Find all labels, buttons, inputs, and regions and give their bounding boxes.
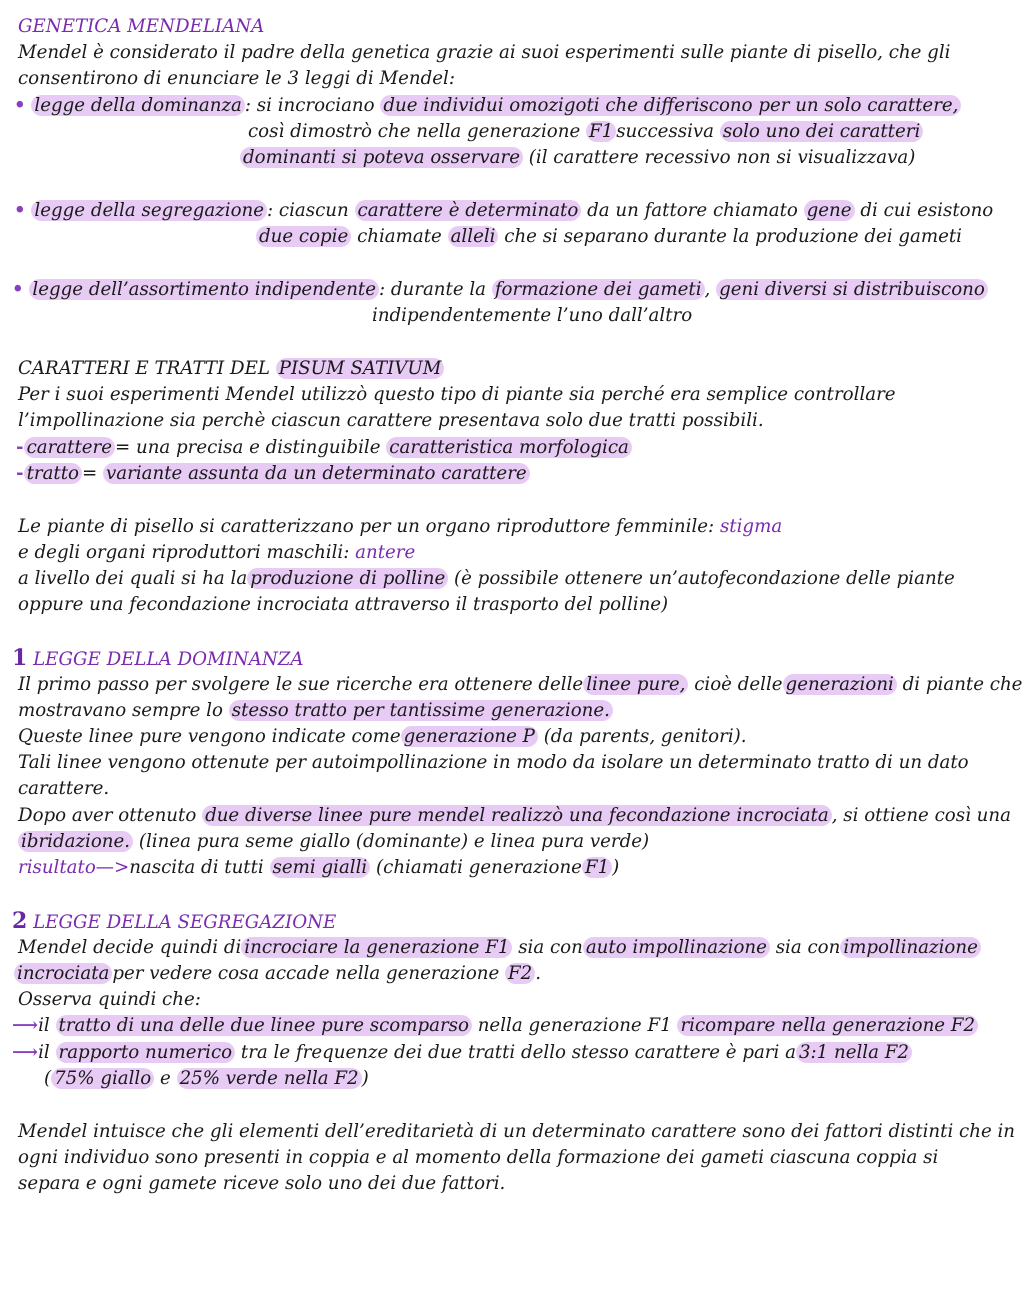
law-3-line-1: • legge dell’assortimento indipendente : durante la formazione dei gameti , geni diversi si distribuiscono bbox=[12, 277, 988, 303]
section-heading-caratteri: CARATTERI E TRATTI DEL PISUM SATIVUM bbox=[18, 356, 444, 382]
def-carattere: - carattere = una precisa e distinguibile caratteristica morfologica bbox=[16, 435, 632, 461]
para-2-line-2: l’impollinazione sia perchè ciascun carattere presentava solo due tratti possibili. bbox=[18, 410, 764, 431]
para-3-line-4: oppure una fecondazione incrociata attraverso il trasporto del polline) bbox=[18, 594, 669, 615]
dash-icon: - bbox=[16, 437, 24, 458]
intro-line-1: Mendel è considerato il padre della genetica grazie ai suoi esperimenti sulle piante di pisello, che gli bbox=[18, 42, 951, 63]
dom-line-6: Dopo aver ottenuto due diverse linee pure mendel realizzò una fecondazione incrociata , si ottiene così una bbox=[18, 805, 1011, 826]
dom-line-4: Tali linee vengono ottenute per autoimpollinazione in modo da isolare un determinato tratto di un dato bbox=[18, 752, 969, 773]
section-heading-dominanza: 1 LEGGE DELLA DOMINANZA bbox=[12, 645, 304, 671]
dom-line-3: Queste linee pure vengono indicate come generazione P (da parents, genitori). bbox=[18, 726, 747, 747]
doc-title: GENETICA MENDELIANA bbox=[18, 16, 265, 37]
seg-line-1: Mendel decide quindi di incrociare la generazione F1 sia con auto impollinazione sia con impollinazione bbox=[18, 935, 981, 961]
arrow-right-icon: ⟶ bbox=[12, 1015, 39, 1036]
law-1-line-2: così dimostrò che nella generazione F1 successiva solo uno dei caratteri bbox=[248, 119, 923, 145]
para-3-line-1: Le piante di pisello si caratterizzano per un organo riproduttore femminile: stigma bbox=[18, 516, 783, 537]
final-line-2: ogni individuo sono presenti in coppia e al momento della formazione dei gameti ciascuna coppia si bbox=[18, 1147, 939, 1168]
intro-line-2: consentirono di enunciare le 3 leggi di Mendel: bbox=[18, 68, 455, 89]
final-line-3: separa e ogni gamete riceve solo uno dei due fattori. bbox=[18, 1173, 506, 1194]
dom-line-1: Il primo passo per svolgere le sue ricerche era ottenere delle linee pure, cioè delle generazioni di piante che bbox=[18, 674, 1022, 695]
final-line-1: Mendel intuisce che gli elementi dell’ereditarietà di un determinato carattere sono dei fattori distinti che in bbox=[18, 1121, 1016, 1142]
dom-line-8: risultato—>nascita di tutti semi gialli (chiamati generazione F1 ) bbox=[18, 857, 620, 878]
bullet-icon: • bbox=[14, 95, 26, 116]
law-1-line-1: • legge della dominanza : si incrociano due individui omozigoti che differiscono per un solo carattere, bbox=[14, 93, 961, 119]
para-3-line-2: e degli organi riproduttori maschili: antere bbox=[18, 542, 416, 563]
law-2-line-1: • legge della segregazione : ciascun carattere è determinato da un fattore chiamato gene di cui esistono bbox=[14, 200, 994, 221]
seg-line-3: Osserva quindi che: bbox=[18, 989, 201, 1010]
dash-icon: - bbox=[16, 463, 24, 484]
seg-line-5: ⟶il rapporto numerico tra le frequenze dei due tratti dello stesso carattere è pari a 3:1 nella F2 bbox=[12, 1040, 912, 1066]
law-2-line-2: due copie chiamate alleli che si separano durante la produzione dei gameti bbox=[256, 224, 962, 250]
arrow-right-icon: ⟶ bbox=[12, 1042, 39, 1063]
dom-line-5: carattere. bbox=[18, 778, 110, 799]
para-2-line-1: Per i suoi esperimenti Mendel utilizzò questo tipo di piante sia perché era semplice controllare bbox=[18, 384, 896, 405]
bullet-icon: • bbox=[12, 279, 24, 300]
dom-line-2: mostravano sempre lo stesso tratto per tantissime generazione. bbox=[18, 698, 613, 724]
para-3-line-3: a livello dei quali si ha la produzione di polline (è possibile ottenere un’autofecondazione delle piante bbox=[18, 568, 955, 589]
law-1-line-3: dominanti si poteva osservare (il carattere recessivo non si visualizzava) bbox=[240, 145, 915, 171]
def-tratto: - tratto = variante assunta da un determinato carattere bbox=[16, 461, 530, 487]
seg-line-6: ( 75% giallo e 25% verde nella F2 ) bbox=[44, 1068, 369, 1089]
section-heading-segregazione: 2 LEGGE DELLA SEGREGAZIONE bbox=[12, 908, 337, 934]
seg-line-4: ⟶il tratto di una delle due linee pure scomparso nella generazione F1 ricompare nella generazione F2 bbox=[12, 1013, 978, 1039]
law-3-line-2: indipendentemente l’uno dall’altro bbox=[372, 305, 693, 326]
dom-line-7: ibridazione. (linea pura seme giallo (dominante) e linea pura verde) bbox=[18, 829, 649, 855]
bullet-icon: • bbox=[14, 200, 26, 221]
seg-line-2: incrociata per vedere cosa accade nella generazione F2 . bbox=[14, 961, 541, 987]
